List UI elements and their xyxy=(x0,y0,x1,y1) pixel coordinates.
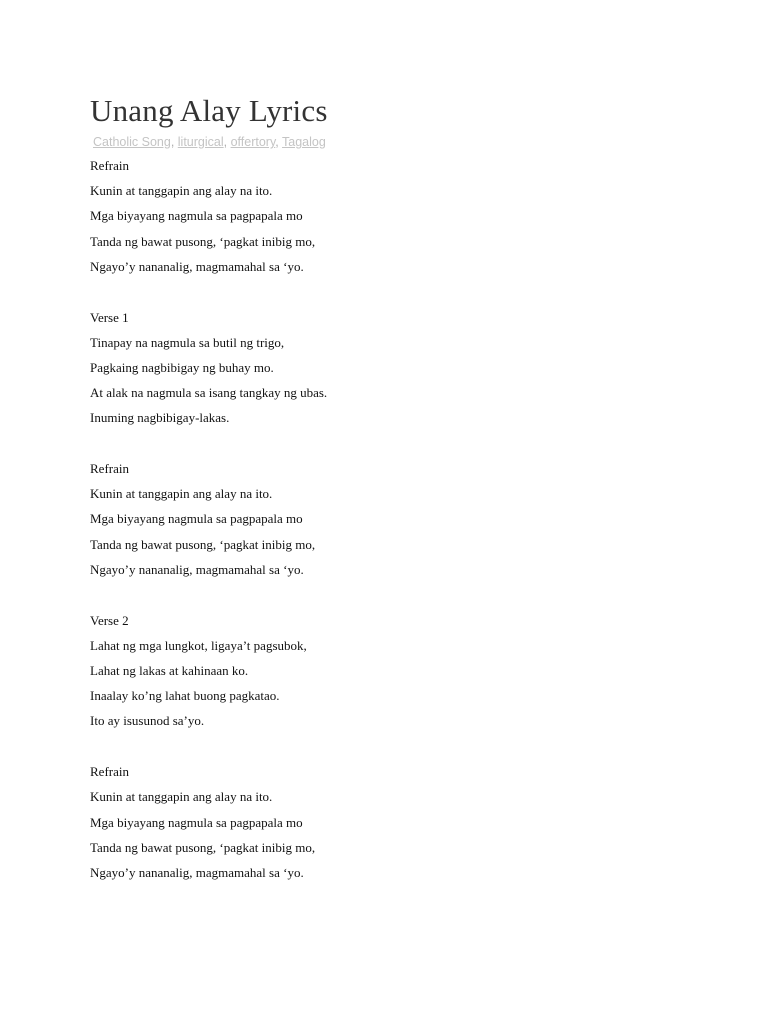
lyric-line: Inaalay ko’ng lahat buong pagkatao. xyxy=(90,688,280,704)
tag-list xyxy=(93,133,768,151)
stanza-heading: Refrain xyxy=(90,764,129,780)
lyric-line: Tinapay na nagmula sa butil ng trigo, xyxy=(90,334,285,350)
stanza-heading: Refrain xyxy=(90,461,129,477)
lyric-line: Tanda ng bawat pusong, ‘pagkat inibig mo, xyxy=(90,536,316,552)
lyric-line: Kunin at tanggapin ang alay na ito. xyxy=(90,183,273,199)
lyric-line: Lahat ng mga lungkot, ligaya’t pagsubok, xyxy=(90,637,307,653)
lyric-line: Ngayo’y nananalig, magmamahal sa ‘yo. xyxy=(90,864,304,880)
lyric-line: Inuming nagbibigay-lakas. xyxy=(90,410,230,426)
lyric-line: Lahat ng lakas at kahinaan ko. xyxy=(90,662,249,678)
lyric-line: Kunin at tanggapin ang alay na ito. xyxy=(90,486,273,502)
lyric-line: Tanda ng bawat pusong, ‘pagkat inibig mo, xyxy=(90,839,316,855)
tag-separator: , xyxy=(170,135,178,149)
lyrics-body xyxy=(90,153,768,885)
stanza-heading: Verse 2 xyxy=(90,612,129,628)
lyric-line: Mga biyayang nagmula sa pagpapala mo xyxy=(90,511,303,527)
tag-separator: , xyxy=(275,135,283,149)
lyric-line: Ngayo’y nananalig, magmamahal sa ‘yo. xyxy=(90,561,304,577)
tag-link-catholic-song[interactable]: Catholic Song xyxy=(93,135,171,149)
lyric-line: Ito ay isusunod sa’yo. xyxy=(90,713,205,729)
tag-link-offertory[interactable]: offertory xyxy=(230,135,276,149)
lyric-line: Kunin at tanggapin ang alay na ito. xyxy=(90,789,273,805)
stanza-refrain xyxy=(90,456,768,582)
lyric-line: Mga biyayang nagmula sa pagpapala mo xyxy=(90,814,303,830)
stanza-verse-1 xyxy=(90,305,768,431)
stanza-refrain xyxy=(90,759,768,885)
stanza-heading: Refrain xyxy=(90,158,129,173)
tag-link-liturgical[interactable]: liturgical xyxy=(177,135,224,149)
page-title: Unang Alay Lyrics xyxy=(90,93,328,128)
lyric-line: Tanda ng bawat pusong, ‘pagkat inibig mo, xyxy=(90,233,316,249)
stanza-refrain xyxy=(90,153,768,279)
lyric-line: Mga biyayang nagmula sa pagpapala mo xyxy=(90,208,303,224)
lyric-line: Ngayo’y nananalig, magmamahal sa ‘yo. xyxy=(90,258,304,274)
stanza-heading: Verse 1 xyxy=(90,309,129,325)
lyric-line: At alak na nagmula sa isang tangkay ng ubas. xyxy=(90,385,328,401)
tag-link-tagalog[interactable]: Tagalog xyxy=(282,135,326,149)
stanza-verse-2 xyxy=(90,608,768,734)
lyric-line: Pagkaing nagbibigay ng buhay mo. xyxy=(90,359,274,375)
tag-separator: , xyxy=(223,135,231,149)
